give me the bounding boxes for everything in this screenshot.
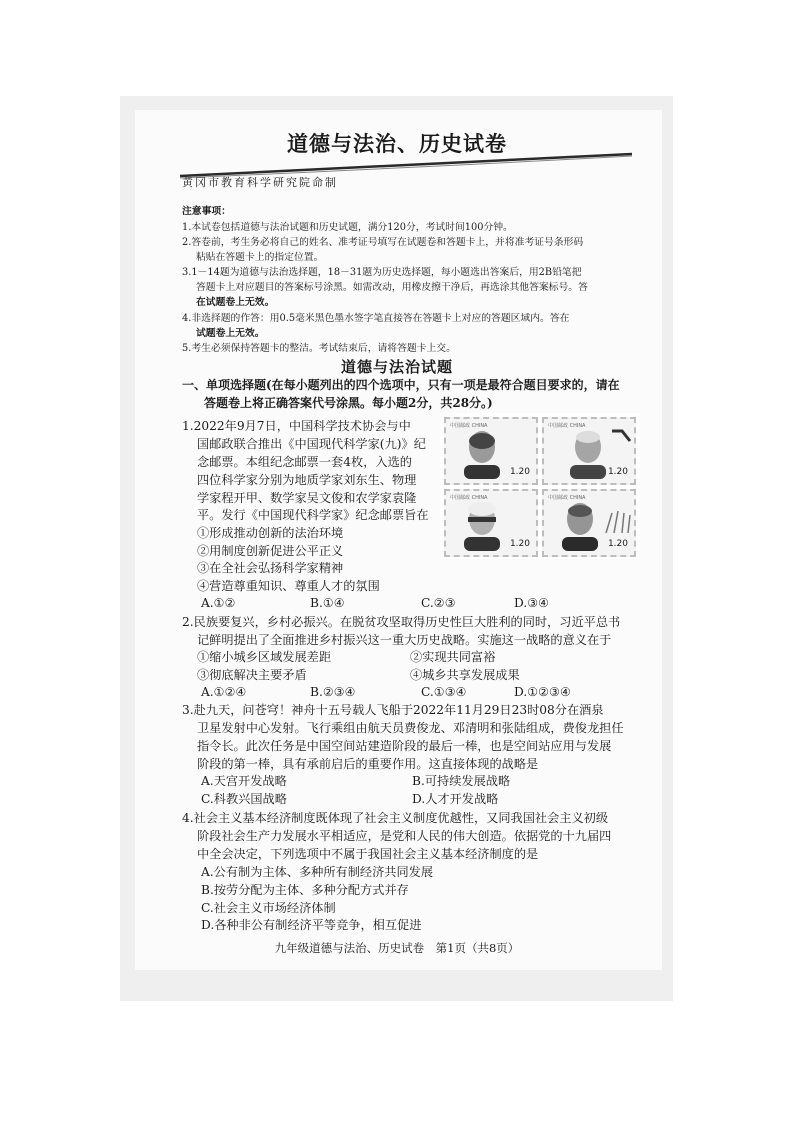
chevron-decoration-icon	[610, 427, 632, 445]
portrait-icon	[558, 499, 602, 551]
stamp-price: 1.20	[509, 467, 530, 477]
q4-stem: 4.社会主义基本经济制度既体现了社会主义制度优越性，又同我国社会主义初级	[182, 811, 609, 825]
q2-option-b: B.②③④	[310, 685, 356, 699]
q4-stem: 中全会决定，下列选项中不属于我国社会主义基本经济制度的是	[197, 847, 539, 861]
q3-option-b: B.可持续发展战略	[412, 774, 511, 788]
q4-option-d: D.各种非公有制经济平等竞争，相互促进	[201, 918, 422, 932]
portrait-icon	[460, 499, 504, 551]
q1-stem: 四位科学家分别为地质学家刘东生、物理	[197, 473, 417, 487]
q3-stem: 卫星发射中心发射。飞行乘组由航天员费俊龙、邓清明和张陆组成，费俊龙担任	[197, 721, 624, 735]
portrait-icon	[566, 427, 610, 479]
q3-stem: 3.赴九天，问苍穹！神舟十五号载人飞船于2022年11月29日23时08分在酒泉	[182, 703, 604, 717]
q4-option-c: C.社会主义市场经济体制	[201, 901, 336, 915]
stamp-scientist	[542, 489, 636, 557]
stamp-mark: 中国邮政 CHINA	[548, 423, 586, 429]
q1-stem: 念邮票。本组纪念邮票一套4枚，入选的	[197, 455, 412, 469]
issuer-line: 黄冈市教育科学研究院命制	[182, 176, 338, 189]
stamp-price: 1.20	[607, 539, 628, 549]
stamp-mark: 中国邮政 CHINA	[450, 495, 488, 501]
section-subtitle: 道德与法治试题	[340, 358, 453, 376]
q4-option-a: A.公有制为主体、多种所有制经济共同发展	[201, 865, 434, 879]
stamp-scientist	[542, 417, 636, 485]
q1-stem: 国邮政联合推出《中国现代科学家(九)》纪	[197, 437, 426, 451]
stamp-scientist	[444, 489, 538, 557]
q2-stem: 2.民族要复兴，乡村必振兴。在脱贫攻坚取得历史性巨大胜利的同时，习近平总书	[182, 615, 621, 629]
stamp-price: 1.20	[509, 539, 530, 549]
stamp-set-image	[440, 413, 640, 559]
q1-option-d: D.③④	[514, 596, 550, 610]
notice-line: 5.考生必须保持答题卡的整洁。考试结束后，请将答题卡上交。	[182, 343, 456, 354]
q1-option-a: A.①②	[201, 596, 236, 610]
q2-item: ②实现共同富裕	[410, 650, 496, 664]
q2-item: ①缩小城乡区域发展差距	[197, 650, 332, 664]
q1-stem: 1.2022年9月7日，中国科学技术协会与中	[182, 419, 411, 433]
q2-stem: 记鲜明提出了全面推进乡村振兴这一重大历史战略。实施这一战略的意义在于	[197, 633, 612, 647]
q3-option-d: D.人才开发战略	[412, 792, 499, 806]
q1-item: ②用制度创新促进公平正义	[197, 544, 344, 558]
notice-line: 2.答卷前，考生务必将自己的姓名、准考证号填写在试题卷和答题卡上，并将准考证号条形码	[182, 237, 584, 248]
q1-stem: 平。发行《中国现代科学家》纪念邮票旨在	[197, 508, 429, 522]
q2-option-c: C.①③④	[421, 685, 467, 699]
notice-heading: 注意事项：	[182, 206, 231, 217]
q3-option-c: C.科教兴国战略	[201, 792, 287, 806]
q3-option-a: A.天宫开发战略	[201, 774, 287, 788]
q1-item: ④营造尊重知识、尊重人才的氛围	[197, 579, 380, 593]
notice-line: 答题卡上对应题目的答案标号涂黑。如需改动，用橡皮擦干净后，再选涂其他答案标号。答	[196, 282, 588, 293]
stamp-price: 1.20	[607, 467, 628, 477]
q1-item: ①形成推动创新的法治环境	[197, 526, 344, 540]
q2-option-d: D.①②③④	[514, 685, 571, 699]
stamp-scientist	[444, 417, 538, 485]
q1-stem: 学家程开甲、数学家吴文俊和农学家袁隆	[197, 491, 417, 505]
q2-item: ④城乡共享发展成果	[410, 668, 520, 682]
notice-line: 在试题卷上无效。	[196, 297, 275, 308]
q3-stem: 阶段的第一棒，具有承前启后的重要作用。这直接体现的战略是	[197, 757, 539, 771]
q4-option-b: B.按劳分配为主体、多种分配方式并存	[201, 883, 409, 897]
page-footer: 九年级道德与法治、历史试卷 第1页（共8页）	[274, 941, 520, 955]
exam-title: 道德与法治、历史试卷	[287, 131, 507, 156]
stamp-mark: 中国邮政 CHINA	[548, 495, 586, 501]
portrait-icon	[460, 427, 504, 479]
notice-line: 4.非选择题的作答：用0.5毫米黑色墨水签字笔直接答在答题卡上对应的答题区域内。答在	[182, 313, 570, 324]
notice-line: 粘贴在答题卡上的指定位置。	[196, 252, 324, 263]
notice-line: 试题卷上无效。	[196, 328, 265, 339]
q1-option-c: C.②③	[421, 596, 456, 610]
part1-heading-cont: 答题卷上将正确答案代号涂黑。每小题2分，共28分。)	[204, 396, 493, 410]
q1-item: ③在全社会弘扬科学家精神	[197, 561, 344, 575]
q1-option-b: B.①④	[310, 596, 345, 610]
notice-line: 3.1－14题为道德与法治选择题，18－31题为历史选择题，每小题选出答案后，用2B铅笔把	[182, 267, 582, 278]
part1-heading: 一、单项选择题(在每小题列出的四个选项中，只有一项是最符合题目要求的，请在	[182, 378, 620, 392]
stamp-mark: 中国邮政 CHINA	[450, 423, 488, 429]
q2-option-a: A.①②④	[201, 685, 247, 699]
q4-stem: 阶段社会生产力发展水平相适应，是党和人民的伟大创造。依据党的十九届四	[197, 829, 612, 843]
q2-item: ③彻底解决主要矛盾	[197, 668, 307, 682]
rice-field-icon	[602, 505, 632, 535]
q3-stem: 指令长。此次任务是中国空间站建造阶段的最后一棒，也是空间站应用与发展	[197, 739, 612, 753]
notice-line: 1.本试卷包括道德与法治试题和历史试题，满分120分，考试时间100分钟。	[182, 222, 513, 233]
